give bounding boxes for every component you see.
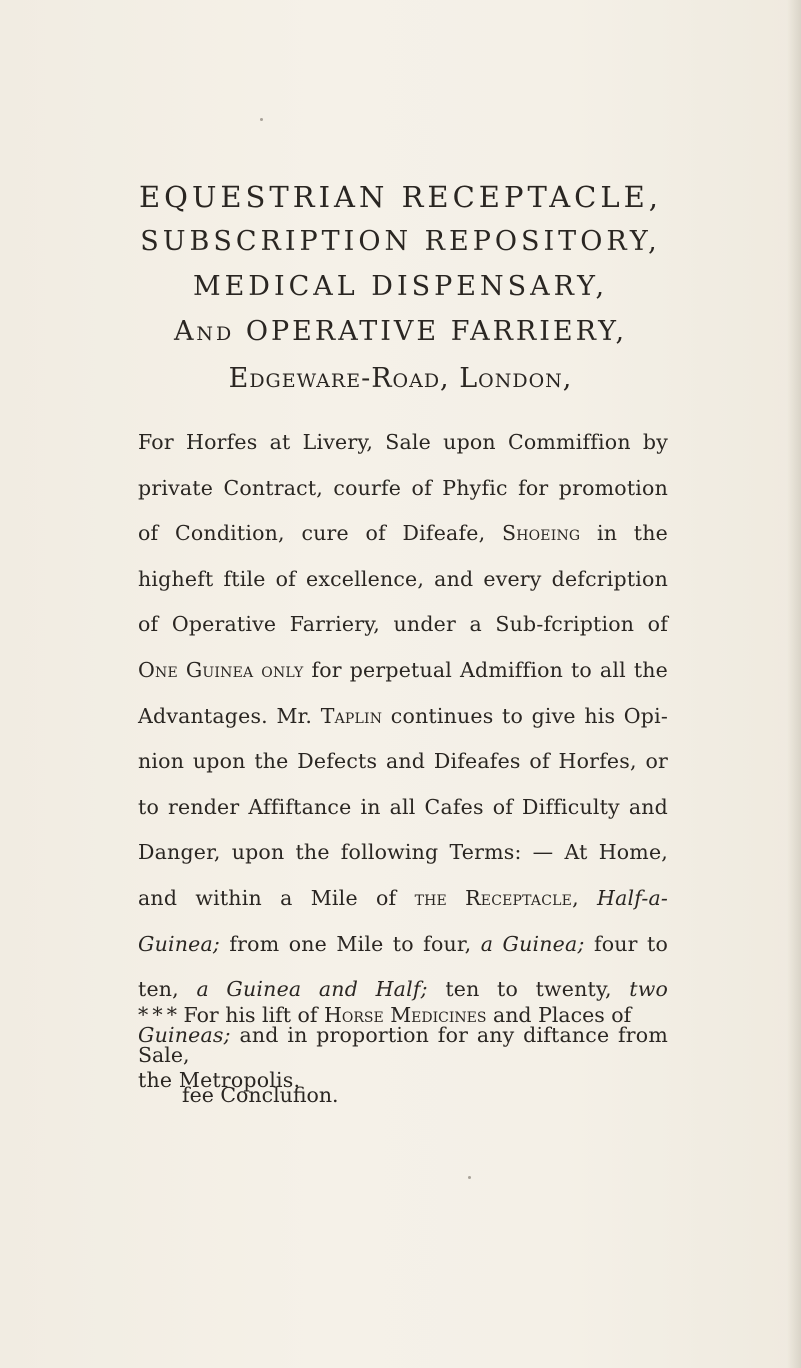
body-a-guinea: a Guinea; (480, 931, 585, 956)
body-text-1: For Horfes at Livery, Sale upon Commiffion by private Contract, courfe of Phyfic for promotion of Condition, cure of Difeafe, (138, 430, 668, 546)
body-guinea-and-half: a Guinea and Half; (196, 977, 428, 1002)
body-text-3: for perpetual Admiffion to all the Advantages. Mr. (138, 657, 669, 728)
body-one-guinea-only: One Guinea only (138, 657, 304, 682)
paper-speck (468, 1176, 471, 1179)
heading-line-1: EQUESTRIAN RECEPTACLE, (139, 180, 662, 214)
footnote-asterisks: * * * (138, 1003, 177, 1027)
heading-line-2: SUBSCRIPTION REPOSITORY, (140, 226, 661, 257)
body-taplin: Taplin (320, 703, 383, 728)
body-text-8: and in proportion for any diftance from the Metropolis. (138, 1022, 668, 1093)
body-shoeing: Shoeing (501, 521, 581, 546)
heading-line-3: MEDICAL DISPENSARY, (192, 271, 609, 302)
footnote-horse-medicines: Horse Medicines (323, 1003, 487, 1027)
body-text-6: four to ten, (138, 931, 669, 1002)
footnote (138, 995, 668, 1115)
footnote-line-2: fee Conclufion. (182, 1083, 339, 1107)
footnote-text-2: and Places of Sale, (138, 1003, 632, 1067)
body-text-7: ten to twenty, (445, 977, 612, 1002)
body-the-receptacle: the Receptacle, (414, 885, 579, 910)
body-text-5: from one Mile to four, (229, 931, 472, 956)
body-half-guinea: Half-a-Guinea; (138, 885, 669, 956)
footnote-text-1: For his lift of (183, 1003, 318, 1027)
body-text-4: continues to give his Opi-nion upon the Defects and Difeafes of Horfes, or to render Affiftance in all Cafes of Difficulty and Danger, upon the following Terms: — At Home, and within a Mile of (138, 703, 669, 910)
body-text-2: in the higheft ftile of excellence, and every defcription of Operative Farriery, under a Sub-fcription of (138, 521, 668, 637)
body-two-guineas: two Guineas; (138, 977, 669, 1047)
paper-speck (260, 118, 263, 121)
heading-line-4: And OPERATIVE FARRIERY, (173, 316, 628, 347)
heading-line-5: Edgeware-Road, London, (228, 363, 573, 394)
